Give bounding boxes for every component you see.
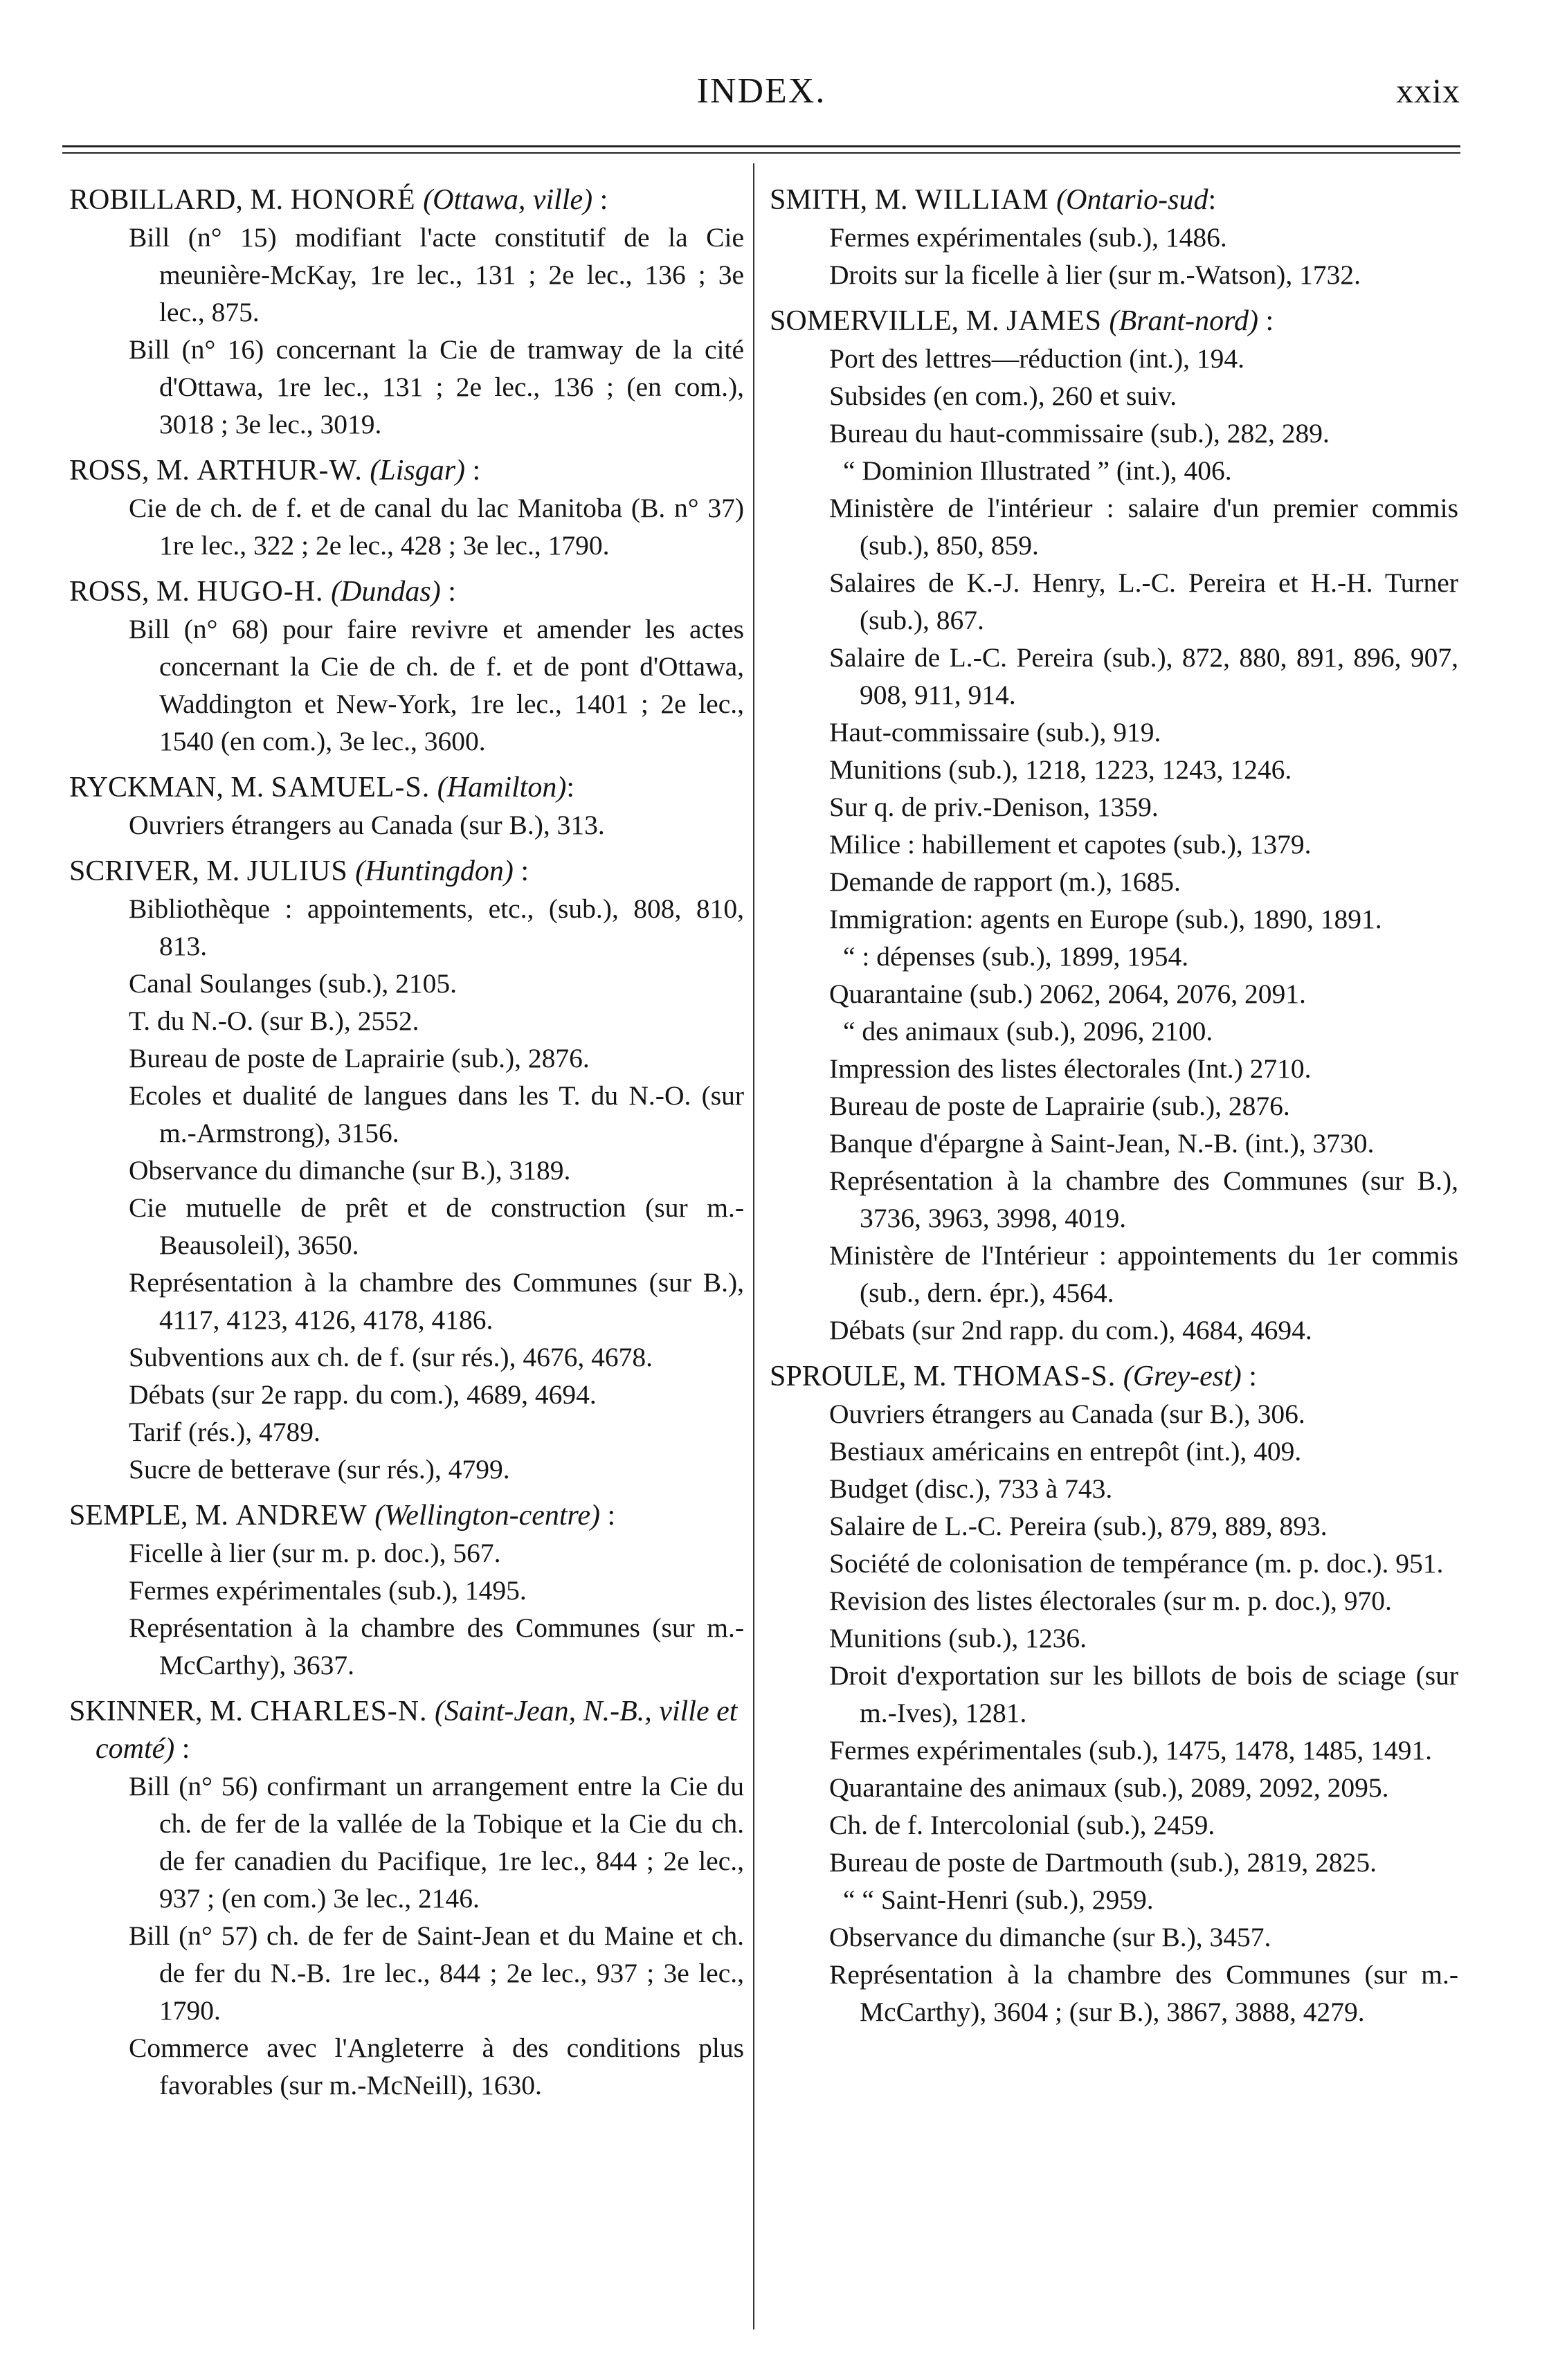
index-item: Débats (sur 2nd rapp. du com.), 4684, 4694. bbox=[829, 1315, 1312, 1345]
index-item: Bill (n° 68) pour faire revivre et amender les actes concernant la Cie de ch. de f. et de pont d'Ottawa, Waddington et New-York, 1re lec., 1401 ; 2e lec., 1540 (en com.), 3e lec., 3600. bbox=[129, 614, 744, 756]
member-firstname: ANDREW bbox=[235, 1500, 368, 1532]
member-firstname: CHARLES-N. bbox=[250, 1696, 428, 1727]
index-item: Commerce avec l'Angleterre à des conditions plus favorables (sur m.-McNeill), 1630. bbox=[129, 2033, 744, 2100]
entry-items bbox=[770, 1395, 1458, 2031]
index-entry bbox=[69, 181, 744, 443]
index-item: Bill (n° 57) ch. de fer de Saint-Jean et du Maine et ch. de fer du N.-B. 1re lec., 844 ; 2e lec., 937 ; 3e lec., 1790. bbox=[129, 1920, 744, 2026]
index-item: Bureau du haut-commissaire (sub.), 282, 289. bbox=[829, 418, 1330, 448]
index-item: Représentation à la chambre des Communes (sur m.-McCarthy), 3604 ; (sur B.), 3867, 3888, 4279. bbox=[829, 1959, 1458, 2027]
index-item: Ecoles et dualité de langues dans les T. du N.-O. (sur m.-Armstrong), 3156. bbox=[129, 1080, 744, 1148]
header-rule-thick bbox=[62, 145, 1460, 147]
index-item: “ “ Saint-Henri (sub.), 2959. bbox=[843, 1884, 1154, 1915]
index-entry bbox=[69, 573, 744, 760]
index-item: Cie de ch. de f. et de canal du lac Manitoba (B. n° 37) 1re lec., 322 ; 2e lec., 428 ; 3e lec., 1790. bbox=[129, 493, 744, 561]
index-item: Quarantaine (sub.) 2062, 2064, 2076, 2091. bbox=[829, 979, 1306, 1009]
index-entry bbox=[69, 769, 744, 844]
entry-items bbox=[69, 219, 744, 443]
index-item: Représentation à la chambre des Communes (sur B.), 4117, 4123, 4126, 4178, 4186. bbox=[129, 1267, 744, 1335]
entry-items bbox=[69, 489, 744, 564]
member-firstname: HUGO-H. bbox=[197, 576, 324, 608]
index-item: T. du N.-O. (sur B.), 2552. bbox=[129, 1006, 419, 1036]
index-item: Immigration: agents en Europe (sub.), 1890, 1891. bbox=[829, 904, 1382, 934]
index-item: Tarif (rés.), 4789. bbox=[129, 1417, 320, 1447]
index-item: Banque d'épargne à Saint-Jean, N.-B. (int.), 3730. bbox=[829, 1128, 1375, 1159]
entry-items bbox=[69, 890, 744, 1488]
index-item: Sucre de betterave (sur rés.), 4799. bbox=[129, 1454, 510, 1484]
index-item: Subventions aux ch. de f. (sur rés.), 4676, 4678. bbox=[129, 1342, 653, 1372]
riding-name: (Lisgar) bbox=[370, 455, 466, 487]
riding-name: (Dundas) bbox=[331, 576, 441, 608]
entry-items bbox=[69, 1534, 744, 1684]
index-entry bbox=[69, 1497, 744, 1684]
riding-name: (Hamilton) bbox=[437, 772, 567, 803]
entry-heading bbox=[770, 181, 1458, 219]
member-name: SOMERVILLE, M. bbox=[770, 305, 999, 337]
index-item: Ficelle à lier (sur m. p. doc.), 567. bbox=[129, 1538, 501, 1568]
member-name: SKINNER, M. bbox=[69, 1696, 243, 1727]
column-divider bbox=[753, 163, 754, 2329]
index-item: Demande de rapport (m.), 1685. bbox=[829, 866, 1181, 897]
index-item: Munitions (sub.), 1218, 1223, 1243, 1246. bbox=[829, 754, 1292, 785]
heading-punctuation: : bbox=[440, 576, 456, 608]
index-item: Représentation à la chambre des Communes (sur m.-McCarthy), 3637. bbox=[129, 1613, 744, 1680]
entry-heading bbox=[770, 302, 1458, 340]
index-item: Fermes expérimentales (sub.), 1475, 1478, 1485, 1491. bbox=[829, 1735, 1433, 1765]
entry-items bbox=[770, 219, 1458, 293]
index-entry bbox=[770, 302, 1458, 1349]
heading-punctuation: : bbox=[599, 1500, 616, 1532]
index-item: Munitions (sub.), 1236. bbox=[829, 1623, 1087, 1653]
left-column bbox=[69, 181, 744, 2113]
index-item: Ouvriers étrangers au Canada (sur B.), 306. bbox=[829, 1399, 1305, 1429]
entry-items bbox=[69, 1768, 744, 2104]
riding-name: (Ottawa, ville) bbox=[423, 184, 593, 216]
entry-heading bbox=[69, 181, 744, 219]
member-name: SMITH, M. bbox=[770, 184, 908, 216]
entry-items bbox=[770, 340, 1458, 1349]
index-item: Bill (n° 56) confirmant un arrangement entre la Cie du ch. de fer de la vallée de la Tobique et la Cie du ch. de fer canadien du Pacifique, 1re lec., 844 ; 2e lec., 937 ; (en com.) 3e lec., 2146. bbox=[129, 1771, 744, 1914]
index-item: “ : dépenses (sub.), 1899, 1954. bbox=[843, 941, 1189, 972]
header-rule-thin bbox=[62, 152, 1460, 154]
index-item: Fermes expérimentales (sub.), 1495. bbox=[129, 1575, 527, 1606]
index-item: Droit d'exportation sur les billots de bois de sciage (sur m.-Ives), 1281. bbox=[829, 1660, 1458, 1728]
entry-items bbox=[69, 806, 744, 844]
index-item: Port des lettres—réduction (int.), 194. bbox=[829, 343, 1245, 374]
member-name: ROSS, M. bbox=[69, 576, 190, 608]
heading-punctuation: : bbox=[1258, 305, 1274, 337]
index-item: Bill (n° 15) modifiant l'acte constitutif de la Cie meunière-McKay, 1re lec., 131 ; 2e lec., 136 ; 3e lec., 875. bbox=[129, 222, 744, 327]
riding-name: (Grey-est) bbox=[1123, 1361, 1242, 1392]
index-entry bbox=[69, 452, 744, 564]
member-firstname: THOMAS-S. bbox=[954, 1361, 1116, 1392]
index-item: Haut-commissaire (sub.), 919. bbox=[829, 717, 1161, 747]
index-item: Salaire de L.-C. Pereira (sub.), 872, 880, 891, 896, 907, 908, 911, 914. bbox=[829, 642, 1458, 710]
riding-name: (Huntingdon) bbox=[355, 855, 514, 887]
index-item: Bureau de poste de Laprairie (sub.), 2876. bbox=[129, 1043, 590, 1073]
index-entry bbox=[69, 1693, 744, 2104]
member-firstname: WILLIAM bbox=[915, 184, 1049, 216]
index-item: Bibliothèque : appointements, etc., (sub.), 808, 810, 813. bbox=[129, 893, 744, 961]
index-item: Canal Soulanges (sub.), 2105. bbox=[129, 968, 457, 999]
member-firstname: ARTHUR-W. bbox=[197, 455, 363, 487]
riding-name: (Ontario-sud bbox=[1056, 184, 1208, 216]
page-title: INDEX. bbox=[696, 71, 826, 111]
index-item: “ des animaux (sub.), 2096, 2100. bbox=[843, 1016, 1213, 1046]
riding-name: (Wellington-centre) bbox=[374, 1500, 600, 1532]
index-entry bbox=[770, 1358, 1458, 2031]
index-item: Bureau de poste de Dartmouth (sub.), 2819, 2825. bbox=[829, 1847, 1377, 1878]
entry-heading bbox=[69, 573, 744, 610]
entry-items bbox=[69, 610, 744, 760]
index-item: Impression des listes électorales (Int.) 2710. bbox=[829, 1053, 1312, 1084]
heading-punctuation: : bbox=[1208, 184, 1217, 216]
index-item: Droits sur la ficelle à lier (sur m.-Watson), 1732. bbox=[829, 260, 1361, 290]
index-item: Budget (disc.), 733 à 743. bbox=[829, 1473, 1113, 1504]
member-firstname: JAMES bbox=[1006, 305, 1103, 337]
member-firstname: SAMUEL-S. bbox=[271, 772, 431, 803]
index-item: Débats (sur 2e rapp. du com.), 4689, 4694. bbox=[129, 1379, 597, 1410]
heading-punctuation: : bbox=[1241, 1361, 1257, 1392]
member-name: SEMPLE, M. bbox=[69, 1500, 228, 1532]
index-item: Observance du dimanche (sur B.), 3189. bbox=[129, 1155, 571, 1186]
member-name: ROSS, M. bbox=[69, 455, 190, 487]
index-entry bbox=[770, 181, 1458, 293]
member-name: SPROULE, M. bbox=[770, 1361, 947, 1392]
heading-punctuation: : bbox=[566, 772, 575, 803]
index-item: Bestiaux américains en entrepôt (int.), 409. bbox=[829, 1436, 1302, 1466]
index-item: Observance du dimanche (sur B.), 3457. bbox=[829, 1922, 1271, 1952]
index-entry bbox=[69, 853, 744, 1488]
member-name: RYCKMAN, M. bbox=[69, 772, 264, 803]
index-item: Salaires de K.-J. Henry, L.-C. Pereira et H.-H. Turner (sub.), 867. bbox=[829, 567, 1458, 635]
member-name: ROBILLARD, M. bbox=[69, 184, 284, 216]
index-item: Fermes expérimentales (sub.), 1486. bbox=[829, 222, 1227, 253]
index-item: Représentation à la chambre des Communes (sur B.), 3736, 3963, 3998, 4019. bbox=[829, 1165, 1458, 1233]
index-item: Bureau de poste de Laprairie (sub.), 2876. bbox=[829, 1091, 1290, 1121]
index-item: “ Dominion Illustrated ” (int.), 406. bbox=[843, 455, 1232, 486]
heading-punctuation: : bbox=[465, 455, 481, 487]
index-item: Bill (n° 16) concernant la Cie de tramway de la cité d'Ottawa, 1re lec., 131 ; 2e lec., 136 ; (en com.), 3018 ; 3e lec., 3019. bbox=[129, 334, 744, 439]
index-item: Milice : habillement et capotes (sub.), 1379. bbox=[829, 829, 1312, 860]
member-firstname: HONORÉ bbox=[290, 184, 416, 216]
heading-punctuation: : bbox=[174, 1733, 190, 1765]
heading-punctuation: : bbox=[513, 855, 529, 887]
member-firstname: JULIUS bbox=[246, 855, 348, 887]
index-item: Salaire de L.-C. Pereira (sub.), 879, 889, 893. bbox=[829, 1511, 1328, 1541]
entry-heading bbox=[69, 1693, 744, 1768]
index-item: Subsides (en com.), 260 et suiv. bbox=[829, 381, 1177, 411]
index-item: Ministère de l'Intérieur : appointements du 1er commis (sub., dern. épr.), 4564. bbox=[829, 1240, 1458, 1308]
index-item: Société de colonisation de tempérance (m. p. doc.). 951. bbox=[829, 1548, 1444, 1579]
riding-name: (Brant-nord) bbox=[1109, 305, 1258, 337]
index-item: Ouvriers étrangers au Canada (sur B.), 313. bbox=[129, 810, 605, 840]
index-item: Ch. de f. Intercolonial (sub.), 2459. bbox=[829, 1810, 1215, 1840]
index-item: Cie mutuelle de prêt et de construction (sur m.-Beausoleil), 3650. bbox=[129, 1192, 744, 1260]
heading-punctuation: : bbox=[592, 184, 608, 216]
entry-heading bbox=[69, 452, 744, 489]
index-item: Ministère de l'intérieur : salaire d'un premier commis (sub.), 850, 859. bbox=[829, 493, 1458, 561]
index-item: Quarantaine des animaux (sub.), 2089, 2092, 2095. bbox=[829, 1772, 1389, 1803]
entry-heading bbox=[69, 769, 744, 806]
index-item: Revision des listes électorales (sur m. p. doc.), 970. bbox=[829, 1586, 1392, 1616]
riding-name: (Saint-Jean, N.-B., ville et comté) bbox=[96, 1696, 738, 1765]
entry-heading bbox=[69, 853, 744, 890]
page-header bbox=[62, 64, 1460, 119]
entry-heading bbox=[69, 1497, 744, 1534]
right-column bbox=[770, 181, 1458, 2040]
index-item: Sur q. de priv.-Denison, 1359. bbox=[829, 792, 1159, 822]
entry-heading bbox=[770, 1358, 1458, 1395]
member-name: SCRIVER, M. bbox=[69, 855, 240, 887]
page-number: xxix bbox=[1396, 71, 1460, 110]
